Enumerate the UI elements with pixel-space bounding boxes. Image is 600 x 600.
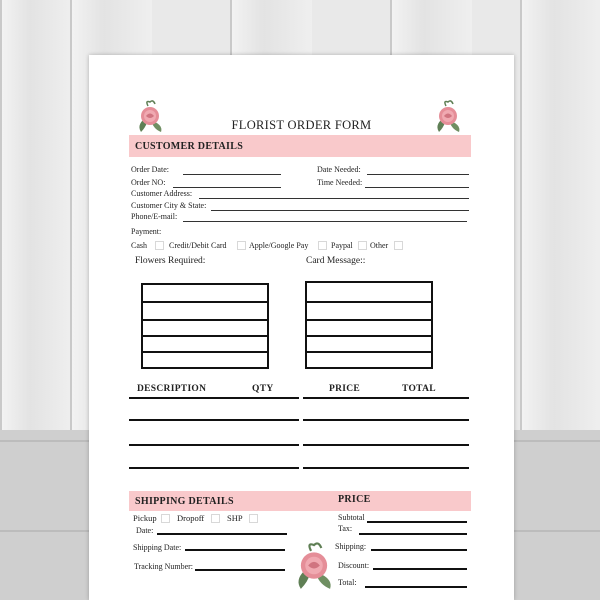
customer-details-heading: CUSTOMER DETAILS — [135, 141, 244, 152]
payment-label: Payment: — [131, 227, 162, 236]
card-message-box[interactable] — [305, 281, 433, 369]
qty-header: QTY — [252, 384, 274, 394]
flowers-required-label: Flowers Required: — [135, 256, 206, 266]
payment-option-apple-google: Apple/Google Pay — [249, 241, 309, 250]
card-checkbox[interactable] — [237, 241, 246, 250]
item-row-line[interactable] — [129, 444, 299, 446]
form-title: FLORIST ORDER FORM — [231, 118, 372, 132]
total-field[interactable] — [365, 586, 467, 588]
payment-option-other: Other — [370, 241, 389, 250]
date-field[interactable] — [157, 533, 287, 535]
customer-address-field[interactable] — [199, 198, 469, 199]
date-needed-field[interactable] — [367, 174, 469, 175]
item-row-line[interactable] — [129, 397, 299, 399]
price-heading: PRICE — [338, 494, 371, 505]
item-row-line[interactable] — [129, 467, 299, 469]
shipping-field[interactable] — [371, 549, 467, 551]
shipping-date-short-label: Date: — [136, 526, 154, 535]
rose-icon — [295, 542, 333, 592]
order-no-label: Order NO: — [131, 178, 166, 187]
paypal-checkbox[interactable] — [358, 241, 367, 250]
shipping-date-label: Shipping Date: — [133, 543, 182, 552]
item-row-line[interactable] — [303, 444, 469, 446]
discount-label: Discount: — [338, 561, 370, 570]
cash-checkbox[interactable] — [155, 241, 164, 250]
payment-option-cash: Cash — [131, 241, 147, 250]
tracking-number-label: Tracking Number: — [134, 562, 194, 571]
pickup-checkbox[interactable] — [161, 514, 170, 523]
subtotal-field[interactable] — [367, 521, 467, 523]
dropoff-checkbox[interactable] — [211, 514, 220, 523]
item-row-line[interactable] — [303, 397, 469, 399]
shipping-option-shp: SHP — [227, 513, 243, 523]
price-header: PRICE — [329, 384, 361, 394]
order-form-sheet — [89, 55, 514, 600]
shipping-details-heading: SHIPPING DETAILS — [135, 496, 234, 507]
payment-option-card: Credit/Debit Card — [169, 241, 227, 250]
order-date-field[interactable] — [183, 174, 281, 175]
date-needed-label: Date Needed: — [317, 165, 361, 174]
phone-email-field[interactable] — [183, 221, 467, 222]
tax-field[interactable] — [359, 533, 467, 535]
customer-city-state-field[interactable] — [211, 210, 469, 211]
phone-email-label: Phone/E-mail: — [131, 212, 178, 221]
payment-option-paypal: Paypal — [331, 241, 353, 250]
order-date-label: Order Date: — [131, 165, 169, 174]
total-label: Total: — [338, 578, 357, 587]
time-needed-field[interactable] — [365, 187, 469, 188]
description-header: DESCRIPTION — [137, 384, 207, 394]
flowers-required-box[interactable] — [141, 283, 269, 369]
order-no-field[interactable] — [173, 187, 281, 188]
item-row-line[interactable] — [303, 467, 469, 469]
time-needed-label: Time Needed: — [317, 178, 363, 187]
card-message-label: Card Message:: — [306, 256, 366, 266]
tax-label: Tax: — [338, 524, 353, 533]
subtotal-label: Subtotal — [338, 513, 365, 522]
shp-checkbox[interactable] — [249, 514, 258, 523]
shipping-label: Shipping: — [335, 542, 367, 551]
shipping-option-pickup: Pickup — [133, 513, 157, 523]
discount-field[interactable] — [373, 568, 467, 570]
customer-city-state-label: Customer City & State: — [131, 201, 207, 210]
item-row-line[interactable] — [303, 419, 469, 421]
apple-google-checkbox[interactable] — [318, 241, 327, 250]
item-row-line[interactable] — [129, 419, 299, 421]
shipping-option-dropoff: Dropoff — [177, 513, 205, 523]
total-header: TOTAL — [402, 384, 436, 394]
other-checkbox[interactable] — [394, 241, 403, 250]
shipping-date-field[interactable] — [185, 549, 285, 551]
customer-address-label: Customer Address: — [131, 189, 193, 198]
tracking-number-field[interactable] — [195, 569, 285, 571]
